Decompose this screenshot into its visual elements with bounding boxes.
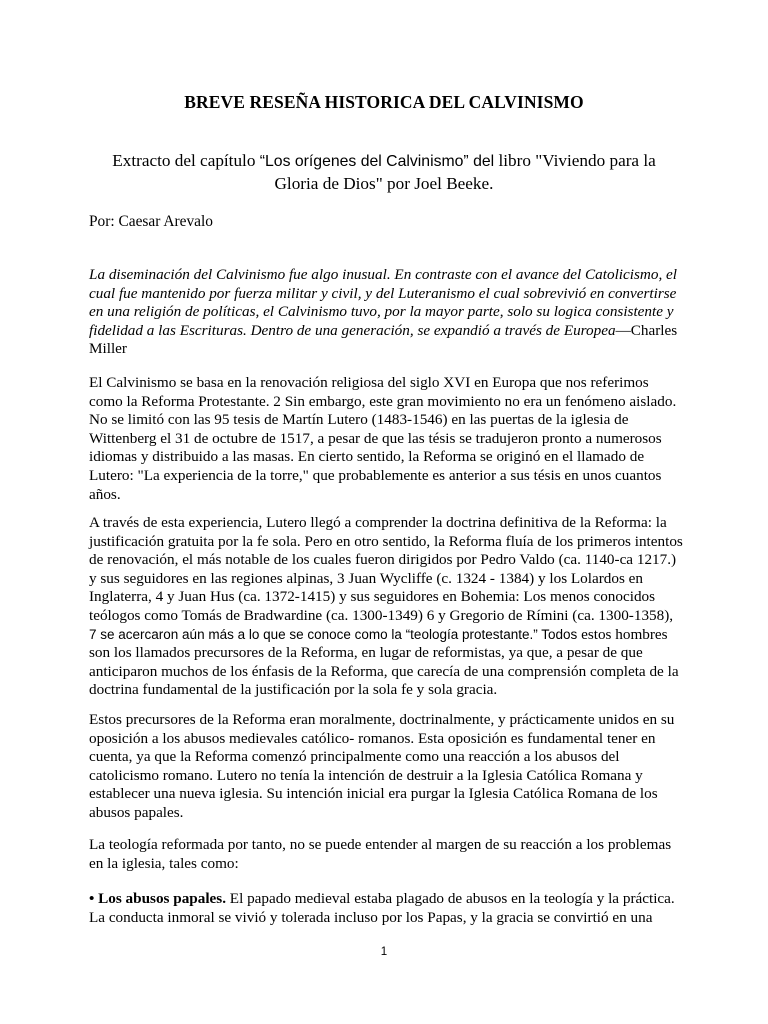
paragraph-1: El Calvinismo se basa en la renovación religiosa del siglo XVI en Europa que nos referimos como la Reforma Protestante. 2 Sin embargo, este gran movimiento no era un fenómeno aislado. No se limitó con las 95 tesis de Martín Lutero (1483-1546) en las puertas de la iglesia de Wittenberg el 31 de octubre de 1517, a pesar de que las tésis se tradujeron pronto a numerosos idiomas y distribuido a las masas. En cierto sentido, la Reforma se originó en el llamado de Lutero: "La experiencia de la torre," que probablemente es anterior a sus tésis en unos cuantos años. (89, 374, 677, 503)
paragraph-4: La teología reformada por tanto, no se puede entender al margen de su reacción a los problemas en la iglesia, tales como: (89, 836, 672, 872)
paragraph-2 (89, 514, 684, 700)
quote-text: La diseminación del Calvinismo fue algo inusual. En contraste con el avance del Catolicismo, el cual fue mantenido por fuerza militar y civil, y del Luteranismo el cual sobrevivió en convertirse en una religión de políticas, el Calvinismo tuvo, por la mayor parte, solo su logica consistente y fidelidad a las Escrituras. Dentro de una generación, se expandió a través de Europea (89, 266, 678, 339)
subtitle-part2: “Los orígenes del Calvinismo” del (259, 153, 495, 170)
author-byline: Por: Caesar Arevalo (89, 213, 213, 230)
document-title: BREVE RESEÑA HISTORICA DEL CALVINISMO (184, 92, 584, 112)
subtitle-part1: Extracto del capítulo (112, 151, 260, 170)
page-number: 1 (380, 946, 388, 958)
paragraph-2-part-c: estos hombres son los llamados precursores de la Reforma, en lugar de reformistas, ya que, a pesar de que anticiparon muchos de los énfasis de la Reforma, que carecía de una comprensión completa de la doctrina fundamental de la justificación por la sola fe y sola gracia. (89, 625, 679, 699)
paragraph-3: Estos precursores de la Reforma eran moralmente, doctrinalmente, y prácticamente unidos en su oposición a los abusos medievales católico- romanos. Esta oposición es fundamental tener en cuenta, ya que la Reforma comenzó principalmente como una reacción a los abusos del catolicismo romano. Lutero no tenía la intención de destruir a la Iglesia Católica Romana y establecer una nueva iglesia. Su intención inicial era purgar la Iglesia Católica Romana de los abusos papales. (89, 711, 675, 821)
bullet-paragraph (89, 890, 684, 927)
paragraph-2-part-a: A través de esta experiencia, Lutero llegó a comprender la doctrina definitiva de la Reforma: la justificación gratuita por la fe sola. Pero en otro sentido, la Reforma fluía de los primeros intentos de renovación, el más notable de los cuales fueron dirigidos por Pedro Valdo (ca. 1140-ca 1217.) y sus seguidores en las regiones alpinas, 3 Juan Wycliffe (c. 1324 - 1384) y los Lolardos en Inglaterra, 4 y Juan Hus (ca. 1372-1415) y sus seguidores en Bohemia: Los menos conocidos teólogos como Tomás de Bradwardine (ca. 1300-1349) 6 y Gregorio de Rímini (ca. 1300-1358), (89, 514, 683, 624)
epigraph-quote (89, 266, 684, 359)
document-subtitle (90, 150, 678, 195)
subtitle-part3: libro "Viviendo para la Gloria de Dios" por Joel Beeke. (274, 151, 656, 193)
bullet-heading: • Los abusos papales. (89, 890, 226, 907)
bullet-text: El papado medieval estaba plagado de abusos en la teología y la práctica. La conducta inmoral se vivió y tolerada incluso por los Papas, y la gracia se convirtió en una (89, 890, 675, 926)
quote-attribution: —Charles Miller (89, 321, 678, 358)
paragraph-2-part-b: 7 se acercaron aún más a lo que se conoce como la “teología protestante.” Todos (89, 626, 578, 642)
